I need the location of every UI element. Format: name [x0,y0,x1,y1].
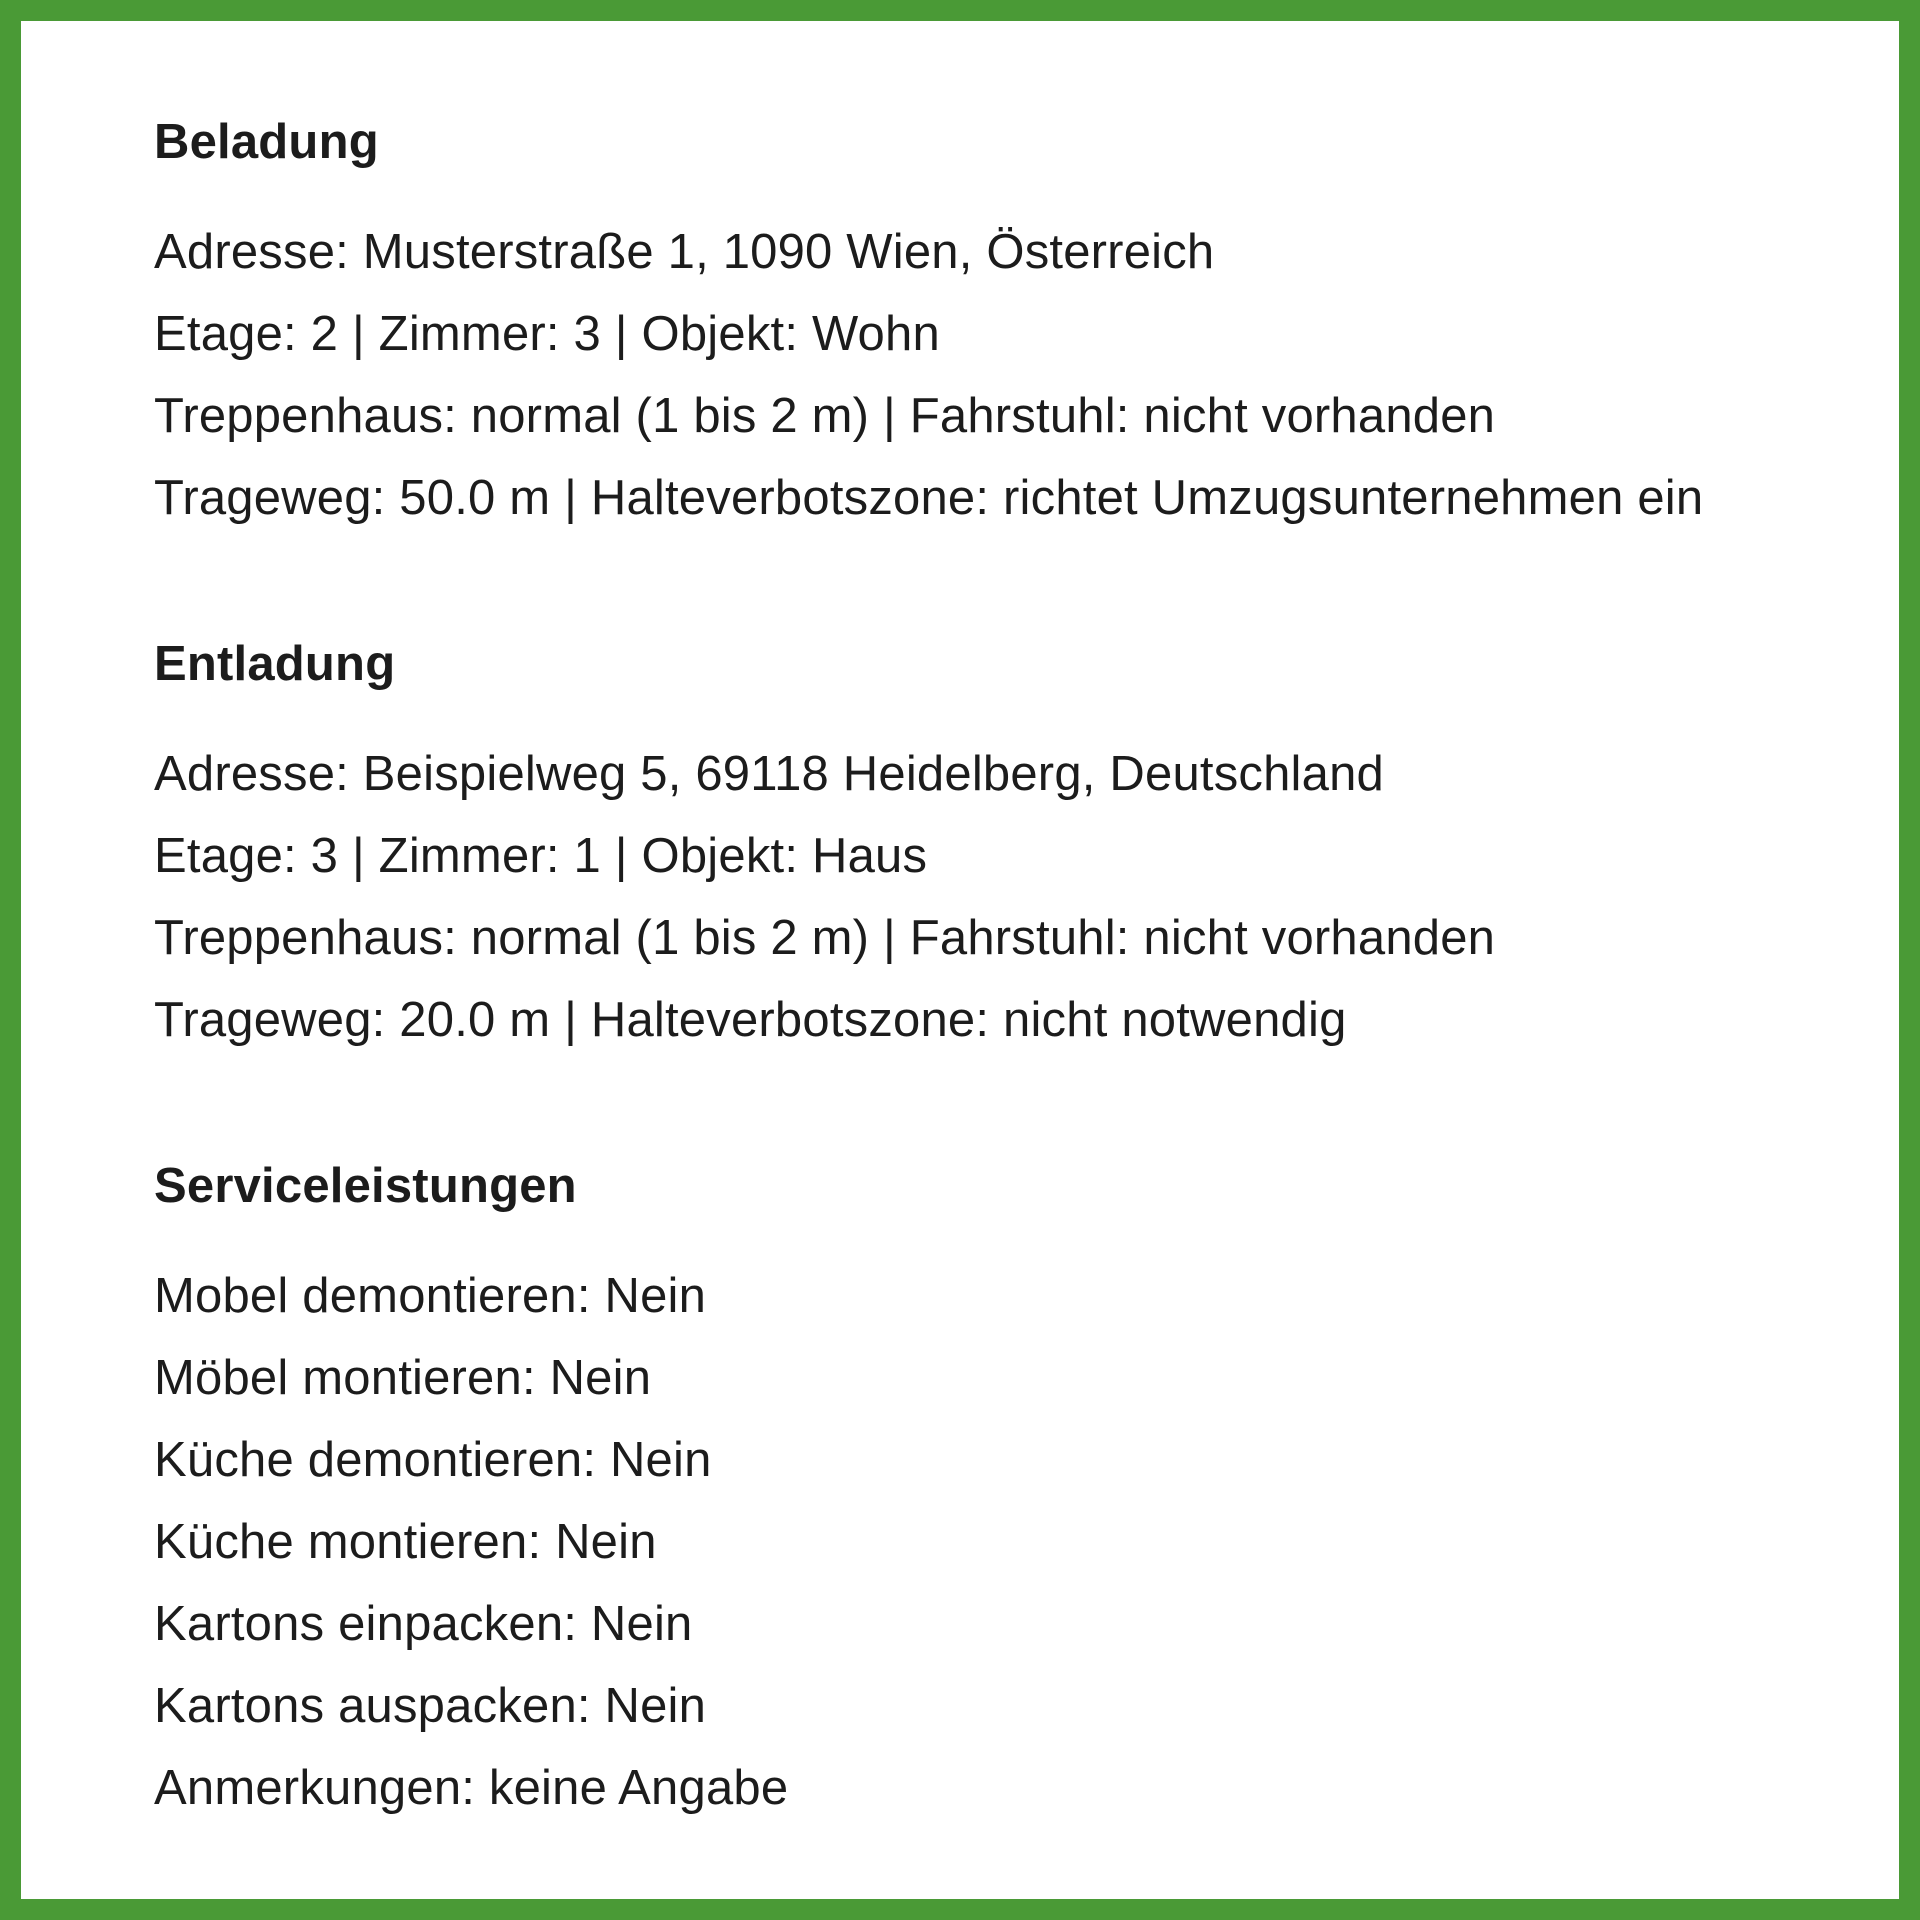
beladung-floor-rooms: Etage: 2 | Zimmer: 3 | Objekt: Wohn [154,307,940,361]
beladung-address: Adresse: Musterstraße 1, 1090 Wien, Österreich [154,225,1215,279]
section-title-entladung: Entladung [154,637,396,691]
entladung-stairs-elevator: Treppenhaus: normal (1 bis 2 m) | Fahrstuhl: nicht vorhanden [154,911,1496,965]
service-item: Kartons auspacken: Nein [154,1679,707,1733]
service-item: Möbel montieren: Nein [154,1351,652,1405]
beladung-carry-parking: Trageweg: 50.0 m | Halteverbotszone: richtet Umzugsunternehmen ein [154,471,1704,525]
entladung-address: Adresse: Beispielweg 5, 69118 Heidelberg, Deutschland [154,747,1385,801]
remarks: Anmerkungen: keine Angabe [154,1761,789,1815]
service-item: Kartons einpacken: Nein [154,1597,693,1651]
beladung-stairs-elevator: Treppenhaus: normal (1 bis 2 m) | Fahrstuhl: nicht vorhanden [154,389,1496,443]
service-item: Küche demontieren: Nein [154,1433,712,1487]
entladung-floor-rooms: Etage: 3 | Zimmer: 1 | Objekt: Haus [154,829,928,883]
section-title-beladung: Beladung [154,115,379,169]
service-item: Mobel demontieren: Nein [154,1269,707,1323]
entladung-carry-parking: Trageweg: 20.0 m | Halteverbotszone: nicht notwendig [154,993,1347,1047]
section-title-serviceleistungen: Serviceleistungen [154,1159,577,1213]
service-item: Küche montieren: Nein [154,1515,657,1569]
